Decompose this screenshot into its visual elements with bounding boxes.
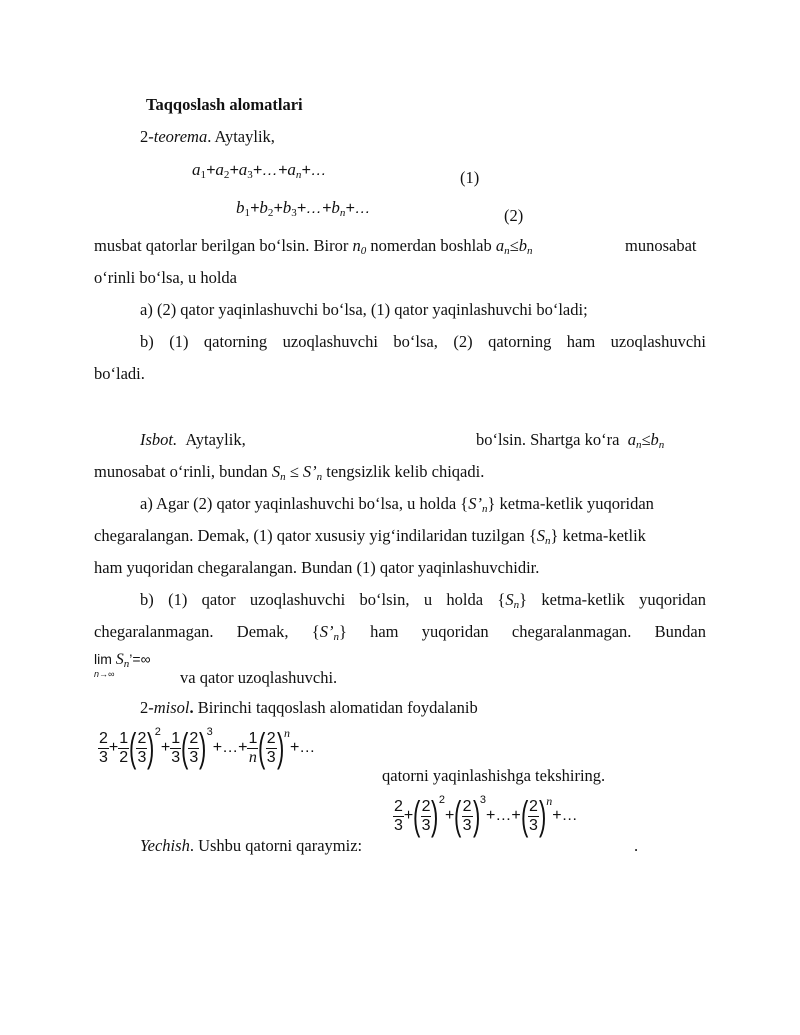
para-a-line2: chegaralangan. Demak, (1) qator xususiy yig‘indilaridan tuzilgan $\{S_n\}$ ketma-ketlik (94, 526, 646, 547)
para-a-line3: ham yuqoridan chegaralangan. Bundan (1) qator yaqinlashuvchidir. (94, 558, 540, 577)
theorem-line: 2-teorema. Aytaylik, (140, 127, 275, 146)
proof-condition: bo‘lsin. Shartga ko‘ra $a_n\le b_n$ (476, 430, 665, 451)
proof-line2: munosabat o‘rinli, bundan $S_n$ ≤ $S’_n$ tengsizlik kelib chiqadi. (94, 462, 485, 483)
para-b-line2: chegaralanmagan. Demak, $\{S’_n\}$ ham yuqoridan chegaralanmagan. Bundan (94, 622, 706, 643)
solution-series-formula: $\frac{2}{3}$ +( $\frac{2}{3}$ )$^2$+( $\frac{2}{3}$ )$^3$+…+( $\frac{2}{3}$ )$^n$+… (394, 794, 578, 838)
example-series-formula: $\frac{2}{3}$ + $\frac{1}{2}$ ( $\frac{2}{3}$ )$^2$+ $\frac{1}{3}$ ( $\frac{2}{3}$ )$^3$+…+ $\frac{1}{n}$ ( $\frac{2}{3}$ )$^n$+… (99, 726, 316, 770)
section-heading: Taqqoslash alomatlari (146, 95, 303, 114)
series-1-formula: $a_1+a_2+a_3+\dots+a_n+\dots$ (192, 160, 327, 181)
proof-start: Isbot. Aytaylik, (140, 430, 246, 449)
series-1-label: (1) (460, 168, 480, 187)
solution-end-period: . (634, 836, 639, 855)
limit-formula: $\lim S_n’=\infty$ n→∞ (94, 651, 151, 679)
para-b-line3: va qator uzoqlashuvchi. (180, 668, 338, 687)
item-b-line1: b) (1) qatorning uzoqlashuvchi bo‘lsa, (2) qatorning ham uzoqlashuvchi (140, 332, 706, 351)
example-heading: 2-misol. Birinchi taqqoslash alomatidan foydalanib (140, 698, 478, 717)
solution-text: Yechish. Ushbu qatorni qaraymiz: (140, 836, 363, 855)
item-b-line2: bo‘ladi. (94, 364, 145, 383)
item-a: a) (2) qator yaqinlashuvchi bo‘lsa, (1) qator yaqinlashuvchi bo‘ladi; (140, 300, 588, 319)
condition-line: musbat qatorlar berilgan bo‘lsin. Biror $n_0$ nomerdan boshlab $a_n\le b_n$ (94, 236, 533, 257)
series-2-formula: $b_1+b_2+b_3+\dots+b_n+\dots$ (236, 198, 371, 219)
munosabat-word: munosabat (625, 236, 697, 255)
line-orinli: o‘rinli bo‘lsa, u holda (94, 268, 237, 287)
para-b-line1: b) (1) qator uzoqlashuvchi bo‘lsin, u holda $\{S_n\}$ ketma-ketlik yuqoridan (140, 590, 706, 611)
example-task: qatorni yaqinlashishga tekshiring. (382, 766, 606, 785)
para-a-line1: a) Agar (2) qator yaqinlashuvchi bo‘lsa, u holda $\{S’_n\}$ ketma-ketlik yuqoridan (140, 494, 654, 515)
series-2-label: (2) (504, 206, 524, 225)
